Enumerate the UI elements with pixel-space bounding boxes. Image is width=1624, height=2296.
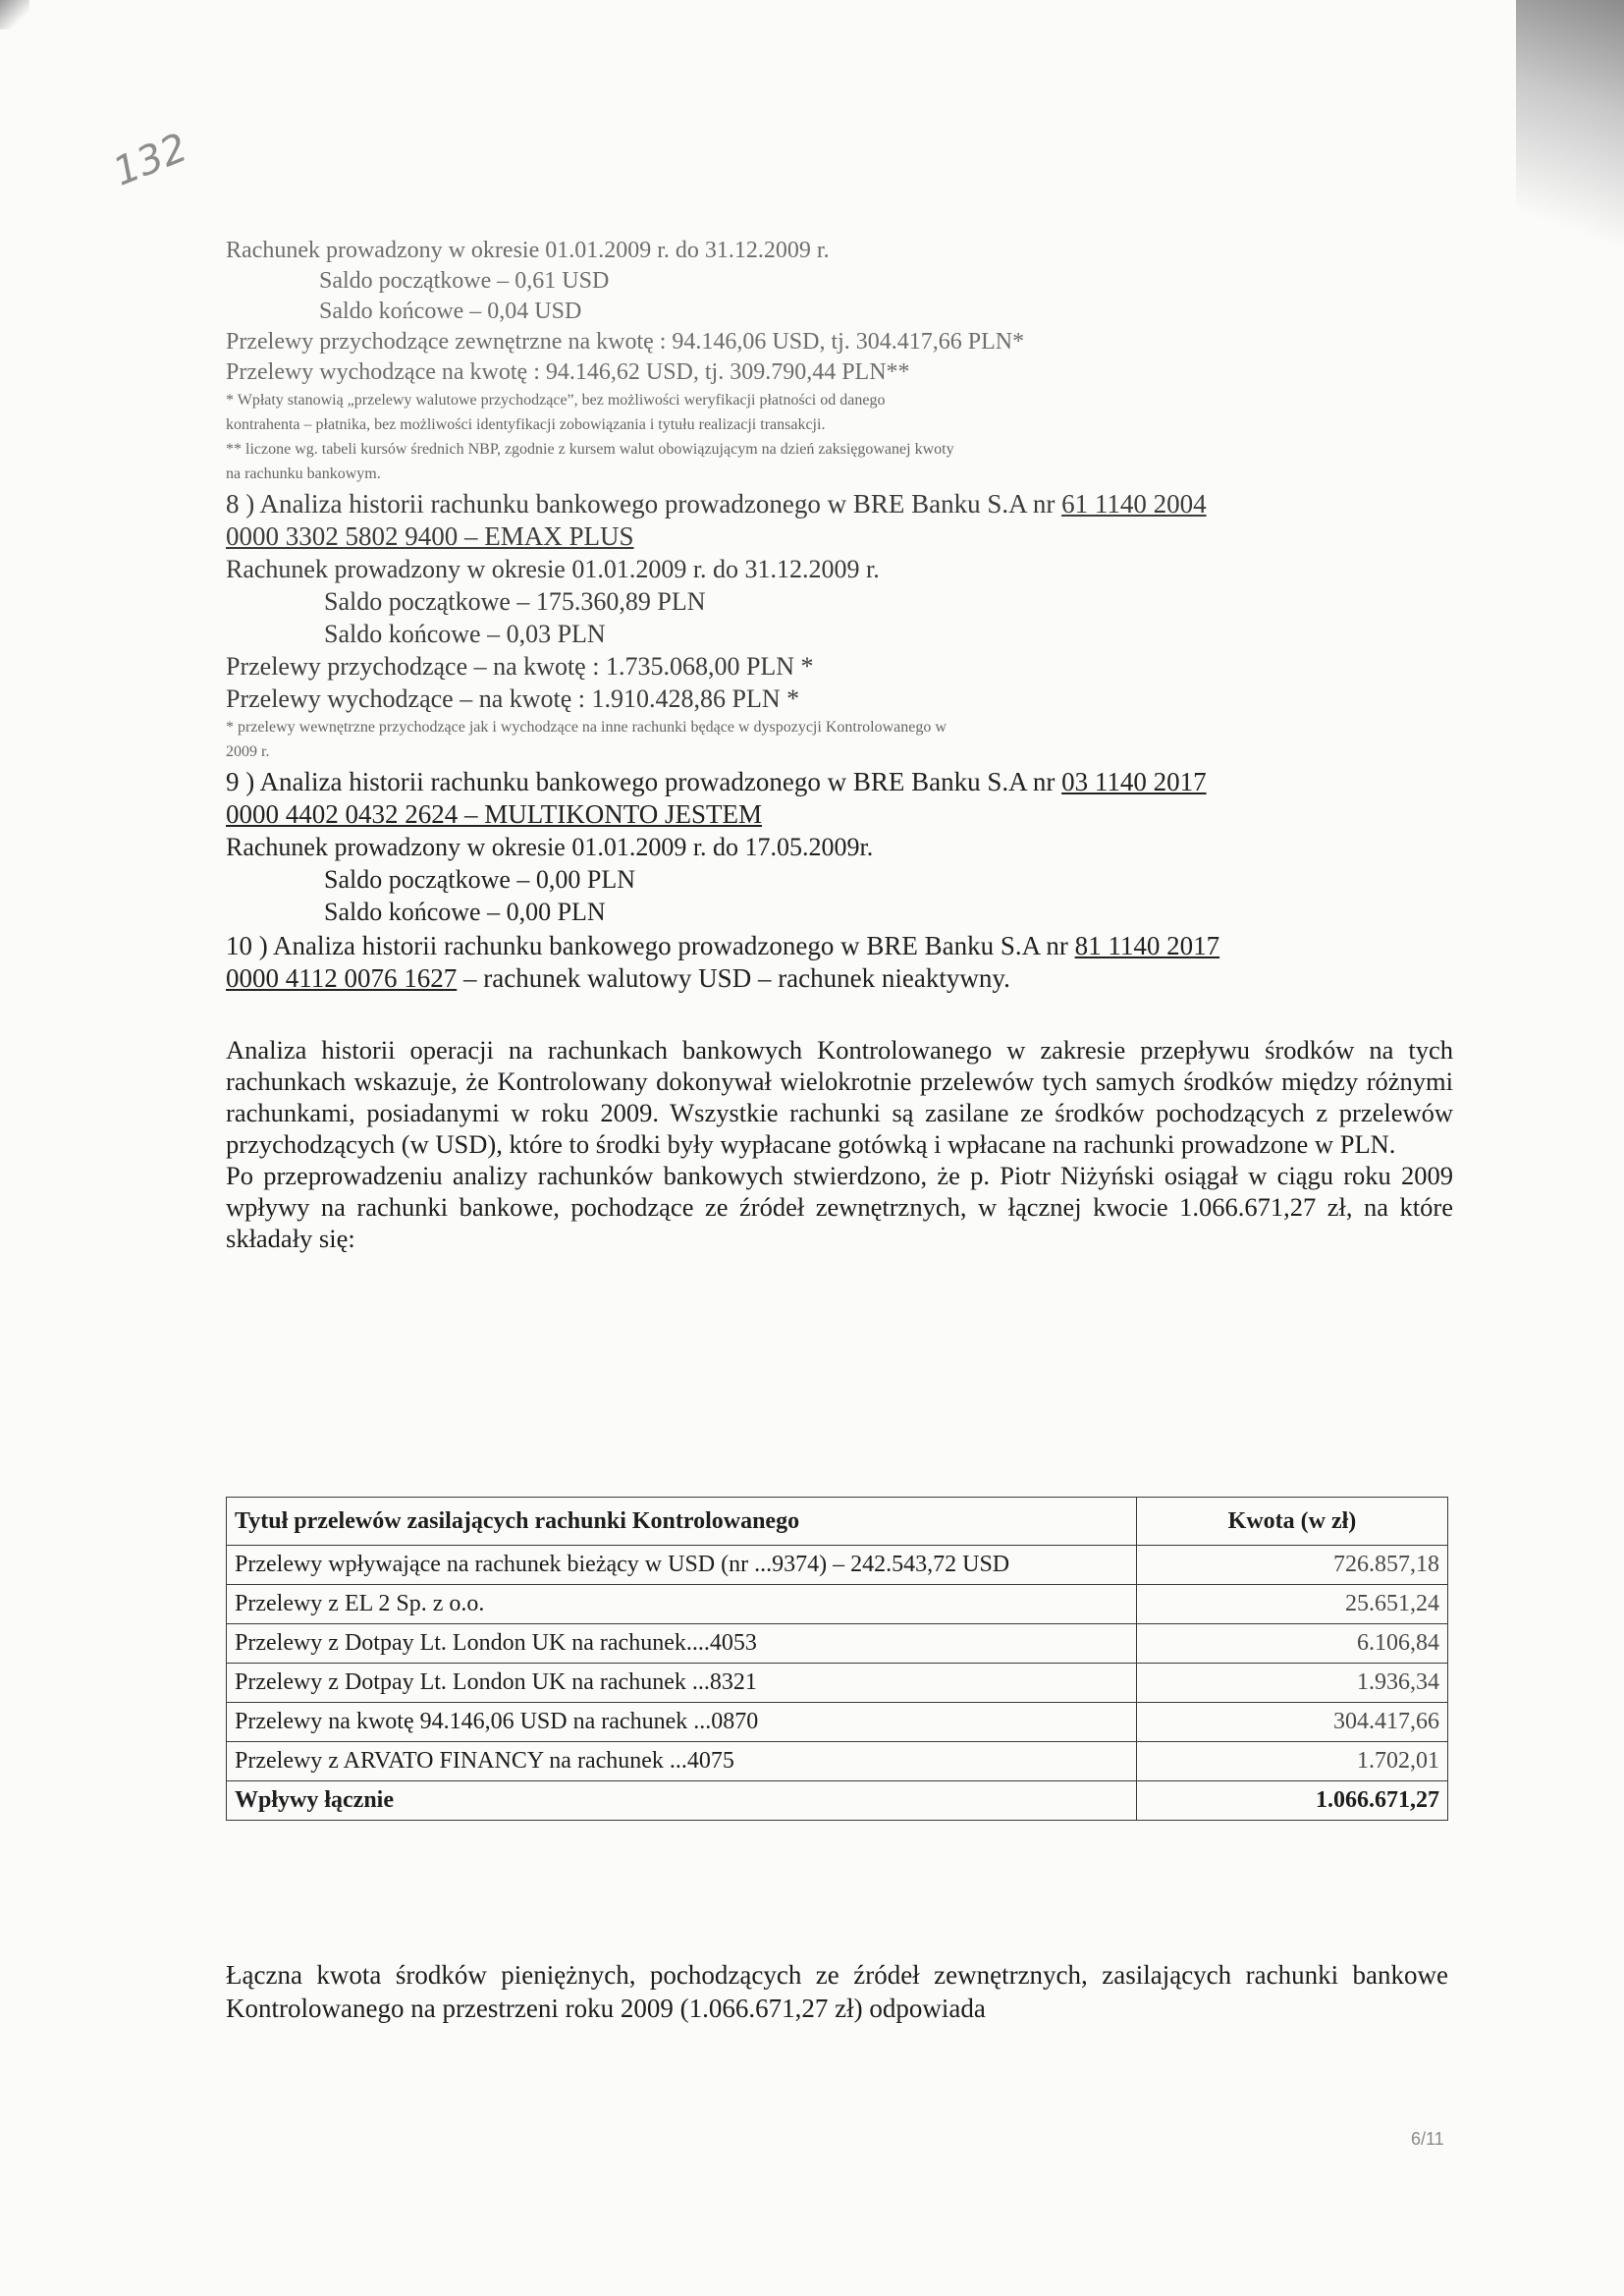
outgoing-transfers: Przelewy wychodzące na kwotę : 94.146,62 USD, tj. 309.790,44 PLN** — [226, 359, 910, 385]
section-9-account-1: 03 1140 2017 — [1061, 767, 1207, 796]
final-paragraph: Łączna kwota środków pieniężnych, pochodzących ze źródeł zewnętrznych, zasilających rachunki bankowe Kontrolowanego na przestrzeni roku 2009 (1.066.671,27 zł) odpowiada — [226, 1960, 1448, 2023]
section-10-account-2: 0000 4112 0076 1627 — [226, 963, 458, 993]
section-8-title — [226, 488, 1453, 553]
section-8-opening-balance: Saldo początkowe – 175.360,89 PLN — [324, 587, 706, 616]
document-body — [226, 236, 1453, 1254]
section-9-closing-balance: Saldo końcowe – 0,00 PLN — [324, 898, 606, 926]
section-8-account-1: 61 1140 2004 — [1061, 489, 1207, 519]
section-9-title — [226, 766, 1453, 831]
section-9-opening-balance: Saldo początkowe – 0,00 PLN — [324, 865, 636, 894]
header-amount-cell: Kwota (w zł) — [1137, 1498, 1448, 1546]
section-8 — [226, 488, 1453, 764]
incoming-transfers: Przelewy przychodzące zewnętrzne na kwotę : 94.146,06 USD, tj. 304.417,66 PLN* — [226, 329, 1025, 355]
total-amount: 1.066.671,27 — [1137, 1781, 1448, 1821]
section-8-note-line-2: 2009 r. — [226, 743, 270, 760]
section-9 — [226, 766, 1453, 928]
row-title: Przelewy z EL 2 Sp. z o.o. — [227, 1585, 1137, 1624]
table-row — [227, 1742, 1448, 1781]
row-title: Przelewy na kwotę 94.146,06 USD na rachunek ...0870 — [227, 1703, 1137, 1742]
row-amount: 1.702,01 — [1137, 1742, 1448, 1781]
table-row — [227, 1624, 1448, 1664]
section-10-title — [226, 930, 1453, 995]
row-title: Przelewy wpływające na rachunek bieżący w USD (nr ...9374) – 242.543,72 USD — [227, 1546, 1137, 1585]
analysis-paragraph: Analiza historii operacji na rachunkach bankowych Kontrolowanego w zakresie przepływu środków na tych rachunkach wskazuje, że Kontrolowany dokonywał wielokrotnie przelewów tych samych środków między różnymi rachunkami, posiadanymi w roku 2009. Wszystkie rachunki są zasilane ze środków pochodzących z przelewów przychodzących (w USD), które to środki były wypłacane gotówką i wpłacane na rachunki prowadzone w PLN. — [226, 1035, 1453, 1159]
section-9-period: Rachunek prowadzony w okresie 01.01.2009 r. do 17.05.2009r. — [226, 833, 874, 861]
table-row — [227, 1664, 1448, 1703]
row-title: Przelewy z Dotpay Lt. London UK na rachunek ...8321 — [227, 1664, 1137, 1703]
row-title: Przelewy z Dotpay Lt. London UK na rachunek....4053 — [227, 1624, 1137, 1664]
footnote-2-line-1: ** liczone wg. tabeli kursów średnich NBP, zgodnie z kursem walut obowiązującym na dzień zaksięgowanej kwoty — [226, 441, 954, 458]
row-amount: 6.106,84 — [1137, 1624, 1448, 1664]
section-8-closing-balance: Saldo końcowe – 0,03 PLN — [324, 620, 606, 648]
conclusion-paragraph: Po przeprowadzeniu analizy rachunków bankowych stwierdzono, że p. Piotr Niżyński osiągał w ciągu roku 2009 wpływy na rachunki bankowe, pochodzące ze źródeł zewnętrznych, w łącznej kwocie 1.066.671,27 zł, na które składały się: — [226, 1161, 1453, 1253]
row-amount: 726.857,18 — [1137, 1546, 1448, 1585]
row-amount: 1.936,34 — [1137, 1664, 1448, 1703]
opening-balance: Saldo początkowe – 0,61 USD — [319, 268, 610, 294]
account-period: Rachunek prowadzony w okresie 01.01.2009 r. do 31.12.2009 r. — [226, 238, 830, 263]
section-10-prefix: 10 ) Analiza historii rachunku bankowego prowadzonego w BRE Banku S.A nr — [226, 931, 1075, 960]
table-row — [227, 1703, 1448, 1742]
row-amount: 304.417,66 — [1137, 1703, 1448, 1742]
table-row — [227, 1585, 1448, 1624]
section-10 — [226, 930, 1453, 995]
footnote-1-line-2: kontrahenta – płatnika, bez możliwości identyfikacji zobowiązania i tytułu realizacji transakcji. — [226, 416, 826, 433]
row-title: Przelewy z ARVATO FINANCY na rachunek ...4075 — [227, 1742, 1137, 1781]
account-summary-top — [226, 236, 1453, 486]
handwritten-page-mark: 132 — [107, 125, 194, 195]
table-total-row — [227, 1781, 1448, 1821]
income-sources-table — [226, 1497, 1448, 1821]
page-number: 6/11 — [1411, 2129, 1444, 2149]
footnote-2-line-2: na rachunku bankowym. — [226, 465, 381, 482]
table-row — [227, 1546, 1448, 1585]
section-8-account-2: 0000 3302 5802 9400 – EMAX PLUS — [226, 521, 634, 551]
section-8-prefix: 8 ) Analiza historii rachunku bankowego prowadzonego w BRE Banku S.A nr — [226, 489, 1062, 519]
section-8-note-line-1: * przelewy wewnętrzne przychodzące jak i wychodzące na inne rachunki będące w dyspozycji Kontrolowanego w — [226, 719, 947, 736]
scan-corner-shadow — [0, 0, 29, 29]
footnote-1-line-1: * Wpłaty stanowią „przelewy walutowe przychodzące”, bez możliwości weryfikacji płatności od danego — [226, 392, 886, 409]
closing-balance: Saldo końcowe – 0,04 USD — [319, 299, 582, 324]
header-title-cell: Tytuł przelewów zasilających rachunki Kontrolowanego — [227, 1498, 1137, 1546]
row-amount: 25.651,24 — [1137, 1585, 1448, 1624]
section-8-incoming: Przelewy przychodzące – na kwotę : 1.735.068,00 PLN * — [226, 652, 814, 681]
section-9-prefix: 9 ) Analiza historii rachunku bankowego prowadzonego w BRE Banku S.A nr — [226, 767, 1062, 796]
section-8-outgoing: Przelewy wychodzące – na kwotę : 1.910.428,86 PLN * — [226, 684, 800, 713]
section-10-suffix: – rachunek walutowy USD – rachunek nieaktywny. — [457, 963, 1010, 993]
total-label: Wpływy łącznie — [227, 1781, 1137, 1821]
section-9-account-2: 0000 4402 0432 2624 – MULTIKONTO JESTEM — [226, 799, 763, 829]
section-10-account-1: 81 1140 2017 — [1074, 931, 1220, 960]
scan-edge-shadow — [1516, 0, 1624, 295]
section-8-period: Rachunek prowadzony w okresie 01.01.2009 r. do 31.12.2009 r. — [226, 555, 880, 583]
table-header-row — [227, 1498, 1448, 1546]
